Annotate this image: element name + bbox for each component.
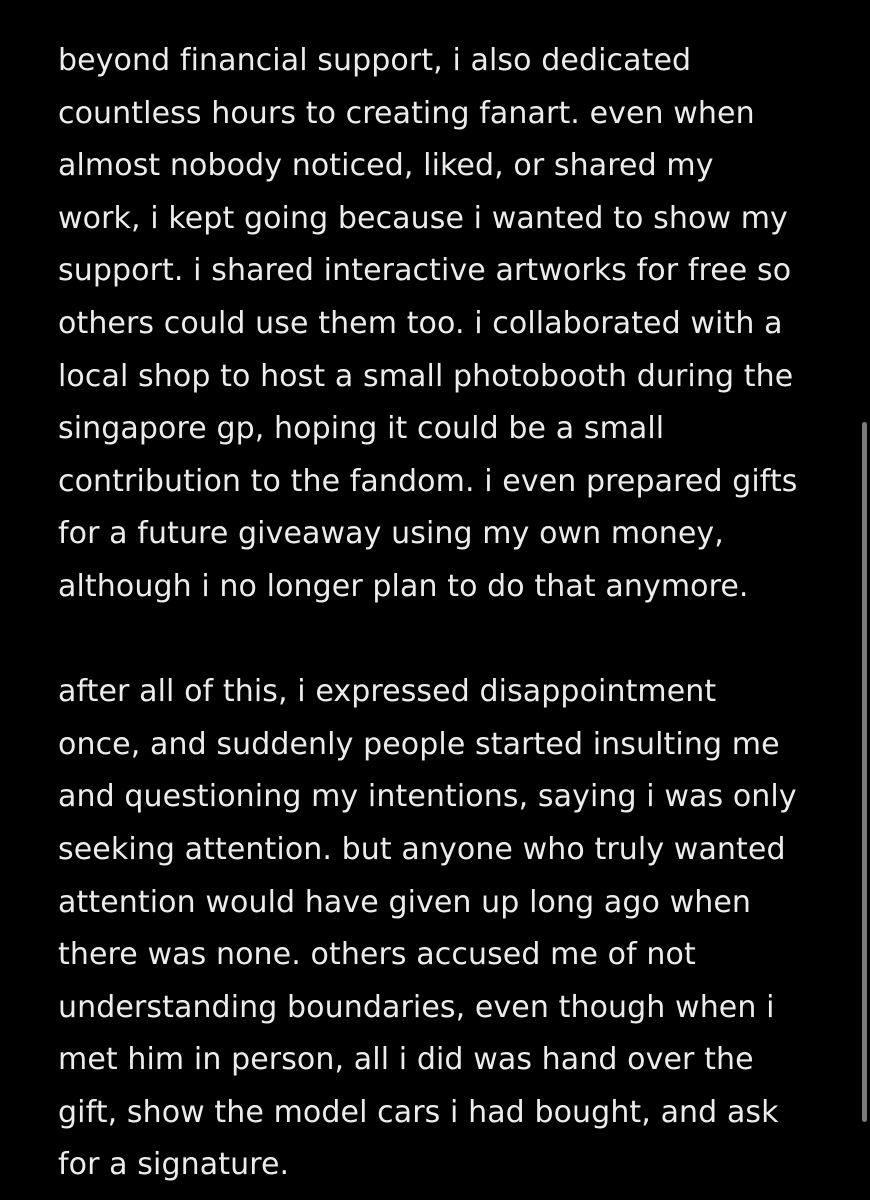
text-line: work, i kept going because i wanted to show my xyxy=(58,200,788,236)
text-line: almost nobody noticed, liked, or shared my xyxy=(58,148,714,184)
text-line: local shop to host a small photobooth during the xyxy=(58,358,794,394)
paragraph-2 xyxy=(58,666,848,1192)
text-line: and questioning my intentions, saying i was only xyxy=(58,779,797,815)
text-line: although i no longer plan to do that anymore. xyxy=(58,568,749,604)
text-line: for a signature. xyxy=(58,1147,290,1183)
text-line: understanding boundaries, even though when i xyxy=(58,989,775,1025)
text-line: support. i shared interactive artworks for free so xyxy=(58,253,792,289)
text-line: gift, show the model cars i had bought, and ask xyxy=(58,1094,779,1130)
text-line: beyond financial support, i also dedicated xyxy=(58,43,692,78)
text-line: others could use them too. i collaborated with a xyxy=(58,305,783,341)
text-line: for a future giveaway using my own money, xyxy=(58,516,724,552)
note-body[interactable] xyxy=(58,35,848,1192)
paragraph-gap xyxy=(58,614,848,667)
text-line: singapore gp, hoping it could be a small xyxy=(58,411,665,447)
vertical-scrollbar[interactable] xyxy=(858,0,870,1200)
text-line: once, and suddenly people started insulting me xyxy=(58,726,780,762)
text-line: seeking attention. but anyone who truly wanted xyxy=(58,831,786,867)
scrollbar-thumb[interactable] xyxy=(862,422,867,1122)
text-line: contribution to the fandom. i even prepared gifts xyxy=(58,463,798,499)
text-line: attention would have given up long ago when xyxy=(58,884,751,920)
text-line: after all of this, i expressed disappointment xyxy=(58,674,717,710)
text-line: met him in person, all i did was hand over the xyxy=(58,1042,754,1078)
text-line: countless hours to creating fanart. even when xyxy=(58,95,755,131)
paragraph-1 xyxy=(58,35,848,614)
text-line: there was none. others accused me of not xyxy=(58,937,696,973)
